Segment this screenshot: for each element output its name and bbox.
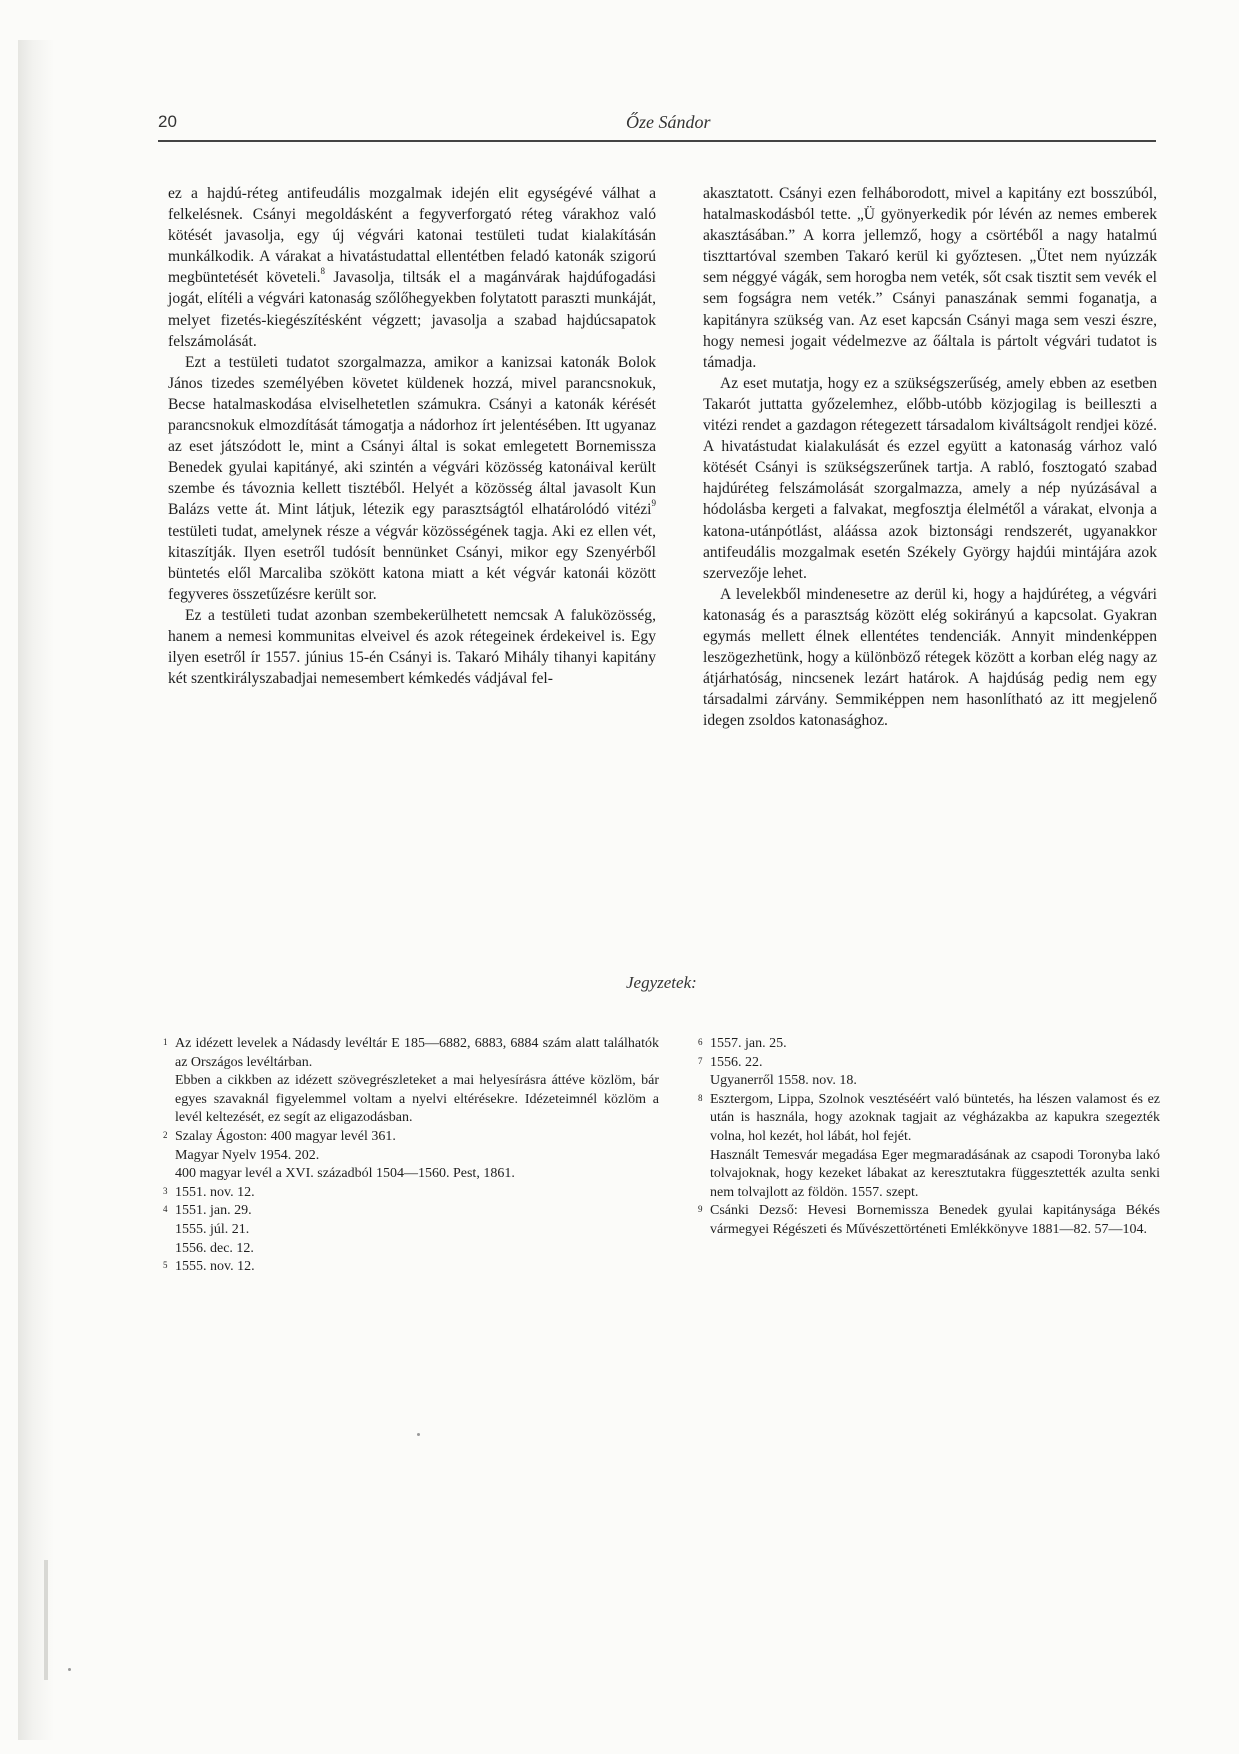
footnote-mark: 2: [163, 1129, 168, 1140]
header-rule: [158, 140, 1156, 142]
paragraph: akasztatott. Csányi ezen felháborodott, mivel a kapitány ezt bosszúból, hatalmaskodásból tette. „Ü gyönyerkedik pór lévén az nemes emberek akasztásában.” A korra jellemző, hogy a csörtéből a nagy hatalmú tiszttartóval szemben Takaró kerül ki győztesen. „Ütet nem nyúzzák sem néggyé vágák, sem horogba nem veték, sőt csak tisztit sem vevék el sem fogságra nem veték.” Csányi panaszának semmi foganatja, a kapitányra szükség van. Az eset kapcsán Csányi maga sem veszi észre, hogy nemesi jogait védelmezve az őáltala is pártolt végvári tudatot is támadja.: [703, 185, 1157, 371]
footnote: 6 1557. jan. 25.: [698, 1035, 1160, 1054]
paragraph: Ezt a testületi tudatot szorgalmazza, amikor a kanizsai katonák Bolok János tizedes személyében követet küldenek hozzá, mivel parancsnokuk, Becse hatalmaskodása elviselhetetlen számukra. Csányi a katonák kérését parancsnokuk elmozdítását támogatja a nádorhoz írt jelentésében. Itt ugyanaz az eset játszódott le, mint a Csányi által is sokat emlegetett Bornemissza Benedek gyulai kapitányé, aki szintén a végvári közösség katonáival került szembe és távoznia kellett tisztéből. Helyét a közösség által javasolt Kun Balázs vette át. Mint látjuk, létezik egy parasztságtól elhatárolódó vitézi$^9$ testületi tudat, amelynek része a végvár közösségének tagja. Aki ez ellen vét, kitaszítják. Ilyen esetről tudósít bennünket Csányi, mikor egy Szenyérből büntetés elől Marcaliba szökött katona miatt a két végvár katonái között fegyveres összetűzésre került sor.: [168, 353, 656, 603]
notes-heading: Jegyzetek:: [626, 973, 697, 992]
scan-edge-mark: [44, 1560, 48, 1680]
paragraph: Ez a testületi tudat azonban szembekerülhetett nemcsak A faluközösség, hanem a nemesi kommunitas elveivel és azok rétegeinek érdekeivel is. Egy ilyen esetről ír 1557. június 15-én Csányi is. Takaró Mihály tihanyi kapitány két szentkirályszabadjai nemesembert kémkedés vádjával fel-: [168, 606, 656, 688]
paragraph: ez a hajdú-réteg antifeudális mozgalmak idején elit egységévé válhat a felkelésnek. Csányi megoldásként a fegyverforgató réteg várakhoz való kötését javasolja, egy új végvári katonai testületi tudat kialakításán munkálkodik. A várakat a hivatástudattal ellentétben feladó katonák szigorú megbüntetését követeli.$^8$ Javasolja, tiltsák el a magánvárak hajdúfogadási jogát, elítéli a végvári katonaság szőlőhegyekben folytatott paraszti munkáját, melyet fizetés-kiegészítésként végzett; javasolja a szabad hajdúcsapatok felszámolását.: [168, 185, 656, 350]
body-column-left: [168, 183, 656, 689]
footnote-mark: 9: [698, 1204, 703, 1215]
footnote: 2 Szalay Ágoston: 400 magyar levél 361. Magyar Nyelv 1954. 202. 400 magyar levél a XVI. századból 1504—1560. Pest, 1861.: [163, 1128, 659, 1184]
footnotes-right: [698, 1035, 1160, 1240]
footnote-mark: 7: [698, 1055, 703, 1066]
footnote-mark: 1: [163, 1037, 168, 1047]
page-header: [158, 112, 1158, 142]
scan-speck: [68, 1668, 71, 1671]
footnote: 7 1556. 22. Ugyanerről 1558. nov. 18.: [698, 1054, 1160, 1091]
footnote-mark: 8: [698, 1092, 703, 1103]
footnote-mark: 3: [163, 1185, 168, 1196]
footnote: 8 Esztergom, Lippa, Szolnok vesztéséért való büntetés, ha lészen valamost és ez után is használa, hogy azoknak tagjait az végházakba az kapukra szegezték volna, hol kezét, hol lábát, hol fejét. Használt Temesvár megadása Eger megmaradásának az csapodi Toronyba lakó tolvajoknak, hogy kezeket lábakat az keresztutakra függesztették azulta senki nem tolvajlott az földön. 1557. szept.: [698, 1091, 1160, 1203]
paragraph: Az eset mutatja, hogy ez a szükségszerűség, amely ebben az esetben Takarót juttatta győzelemhez, előbb-utóbb közjogilag is beilleszti a vitézi rendet a gazdagon rétegezett társadalom kiváltságolt rendjei közé. A hivatástudat kialakulását és ezzel együtt a katonaság várhoz való kötését Csányi is szükségszerűnek tartja. A rabló, fosztogató szabad hajdúréteg felszámolását szorgalmazza, amely a nép nyúzásával a hódolásba kergeti a falvakat, megfosztja élelmétől a várakat, elvonja a katona-utánpótlást, aláássa azok biztonsági rendszerét, ugyanakkor antifeudális mozgalmak esetén Székely György hajdúi mintájára azok szervezője lehet.: [703, 374, 1157, 582]
footnotes-left: [163, 1035, 659, 1277]
footnote: 3 1551. nov. 12.: [163, 1184, 659, 1203]
paragraph: A levelekből mindenesetre az derül ki, hogy a hajdúréteg, a végvári katonaság és a parasztság között elég sokirányú a kapcsolat. Gyakran egymás mellett élnek ellentétes tendenciák. Annyit mindenképpen leszögezhetünk, hogy a különböző rétegek között a korban elég nagy az átjárhatóság, nincsenek lezárt határok. A hajdúság pedig nem egy társadalmi zárvány. Semmiképpen nem hasonlítható az itt megjelenő idegen zsoldos katonasághoz.: [703, 585, 1157, 730]
scan-speck: [417, 1433, 420, 1436]
footnote-ref: 9: [651, 498, 656, 509]
footnote: 9 Csánki Dezső: Hevesi Bornemissza Benedek gyulai kapitánysága Békés vármegyei Régészeti és Művészettörténeti Emlékkönyve 1881—82. 57—104.: [698, 1202, 1160, 1239]
footnote-mark: 4: [163, 1204, 168, 1215]
body-column-right: [703, 183, 1157, 731]
footnote: 5 1555. nov. 12.: [163, 1258, 659, 1277]
footnote-mark: 6: [698, 1037, 703, 1047]
footnote-mark: 5: [163, 1260, 168, 1271]
page-number: 20: [158, 112, 177, 131]
running-head-author: Őze Sándor: [626, 112, 711, 132]
scan-edge-shadow: [18, 40, 54, 1740]
footnote: 1 Az idézett levelek a Nádasdy levéltár E 185—6882, 6883, 6884 szám alatt találhatók az Országos levéltárban. Ebben a cikkben az idézett szövegrészleteket a mai helyesírásra áttéve közlöm, bár egyes szavaknál figyelemmel voltam a nyelvi eltérésekre. Idézeteimnél közlöm a levél keltezését, ez segít az eligazodásban.: [163, 1035, 659, 1128]
footnote: 4 1551. jan. 29. 1555. júl. 21. 1556. dec. 12.: [163, 1202, 659, 1258]
footnote-ref: 8: [320, 266, 326, 277]
